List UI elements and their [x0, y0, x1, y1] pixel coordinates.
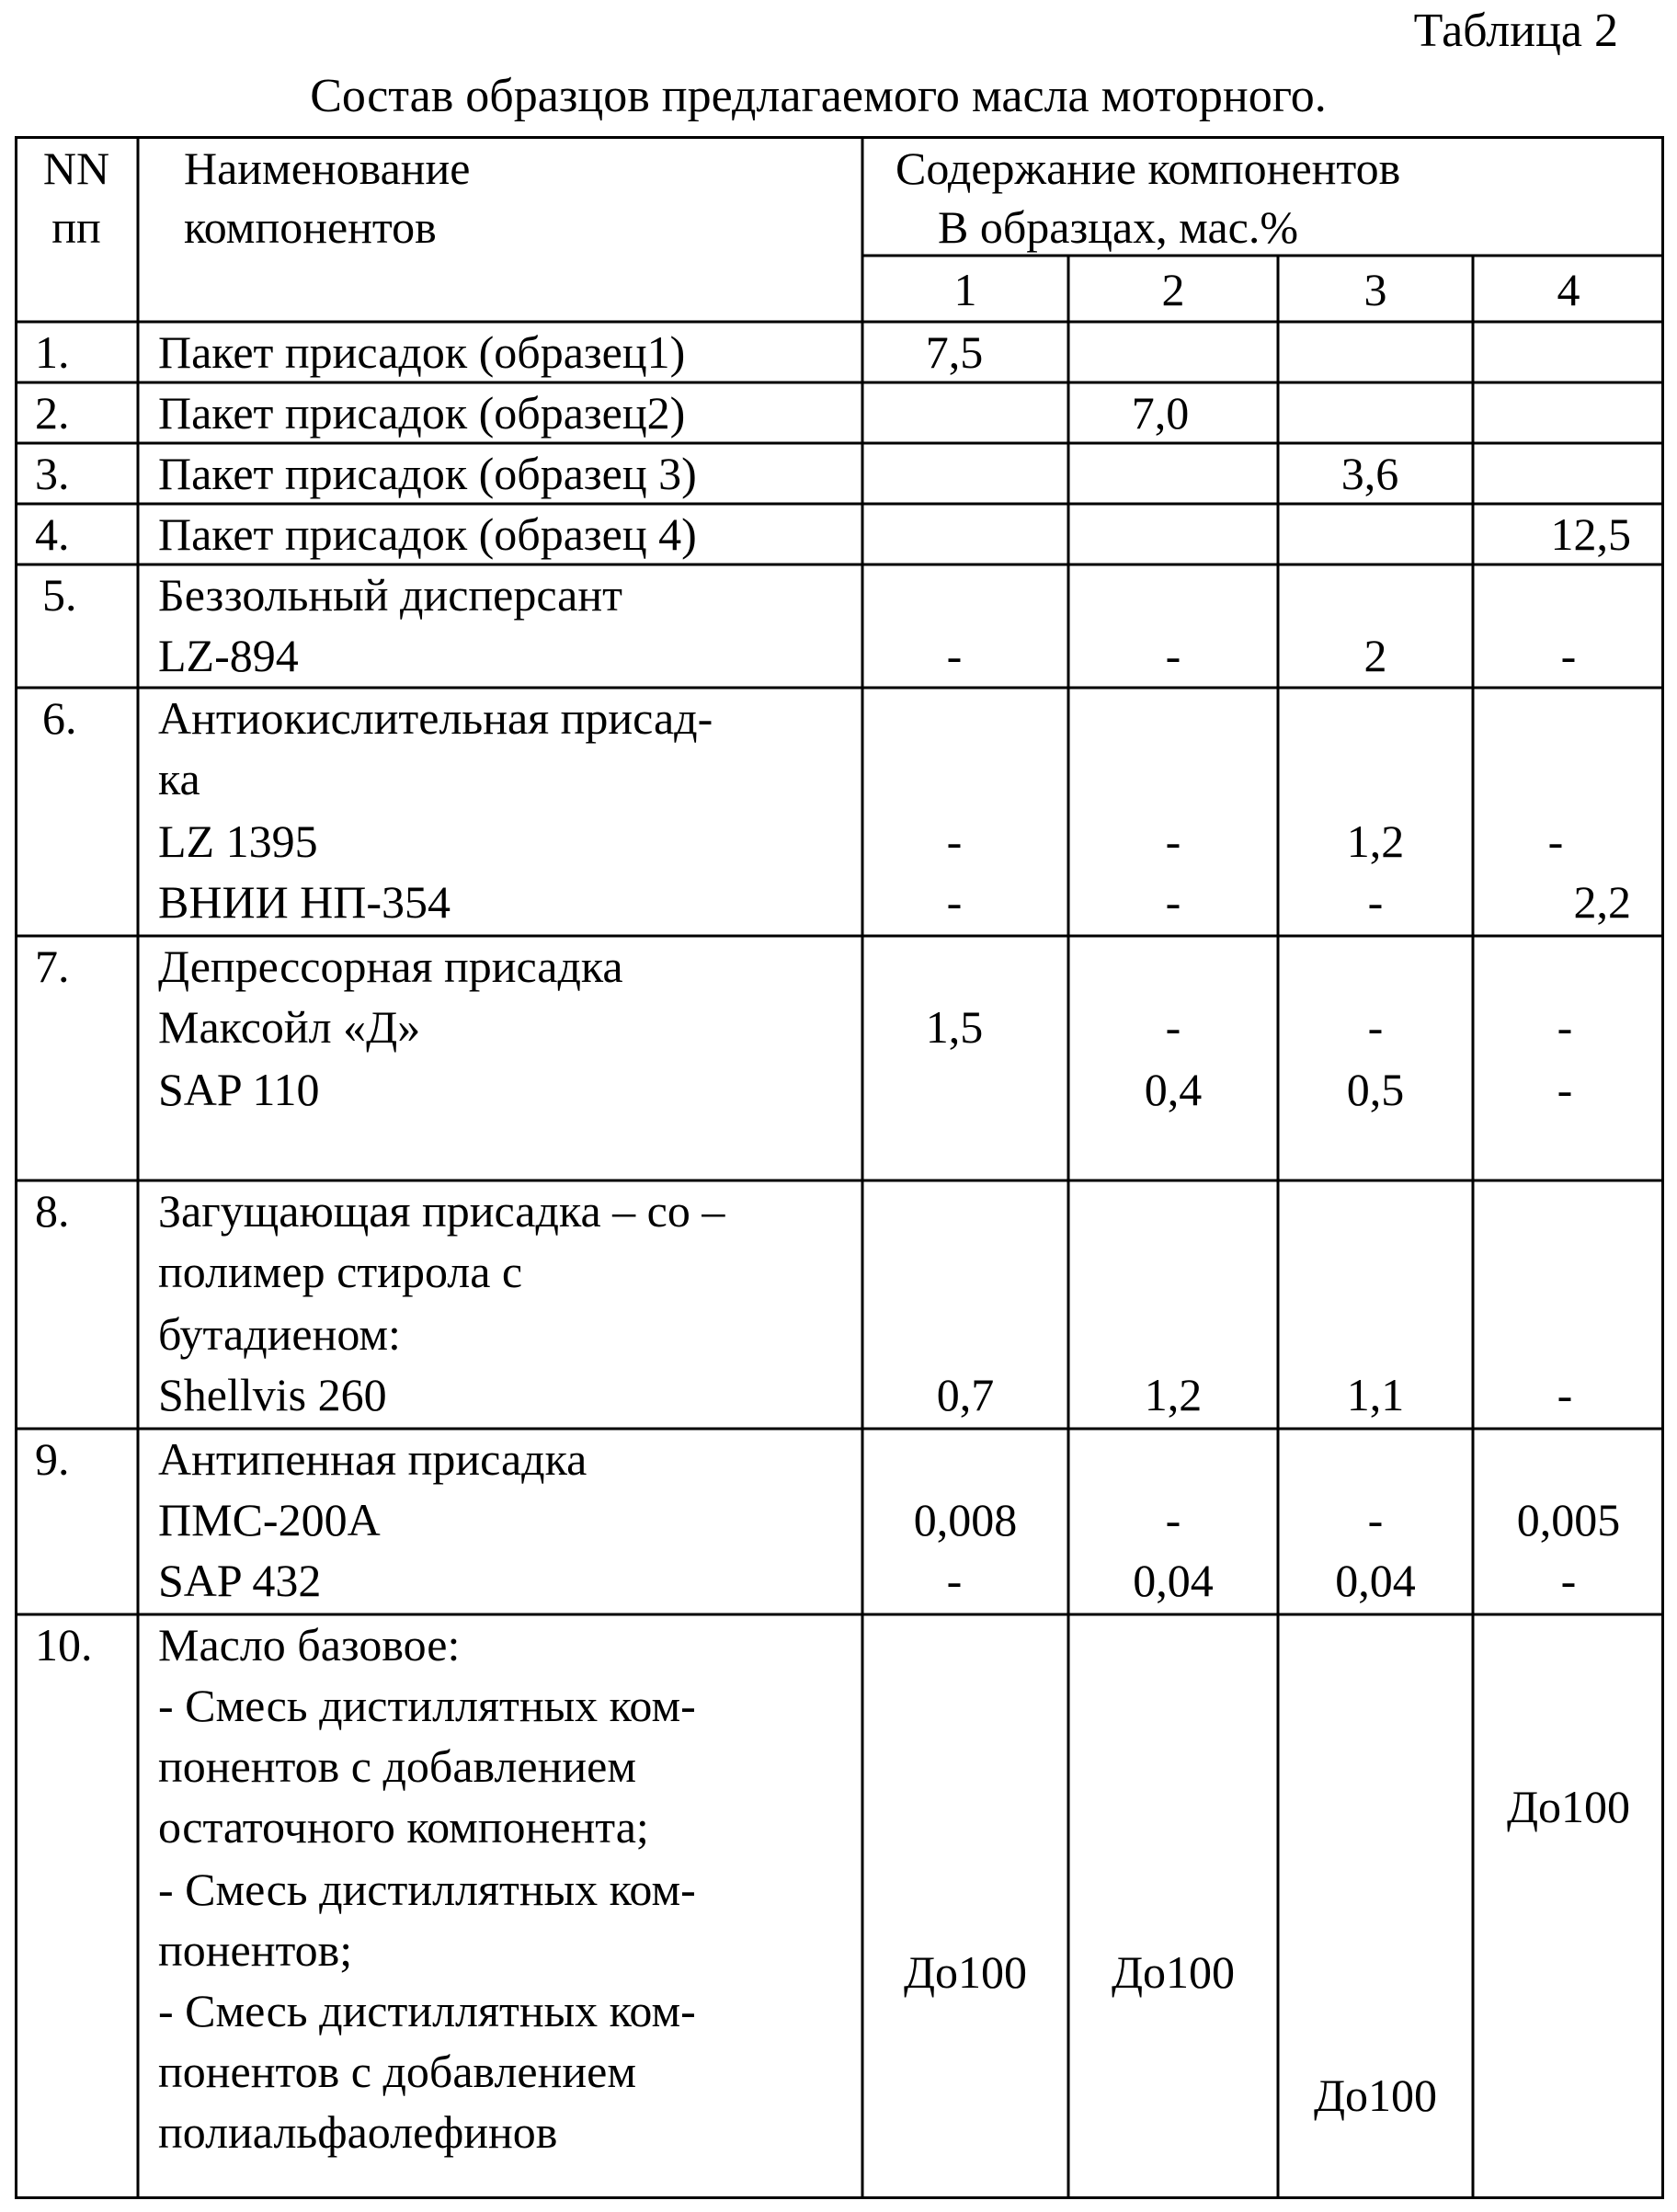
row-10-value-2: До100 — [1111, 1946, 1236, 1998]
row-4-name: Пакет присадок (образец 4) — [158, 508, 697, 560]
row-8-value-1: 0,7 — [936, 1369, 995, 1420]
row-6-value-3a: 1,2 — [1346, 815, 1405, 867]
row-9-value-4b: - — [1560, 1555, 1577, 1606]
row-9-value-3a: - — [1367, 1494, 1384, 1545]
row-6-value-2b: - — [1165, 876, 1181, 928]
row-5-value-3: 2 — [1363, 630, 1387, 681]
row-8-value-2: 1,2 — [1144, 1369, 1203, 1420]
header-name-line2: компонентов — [184, 201, 437, 253]
row-6-name-line3: LZ 1395 — [158, 815, 318, 867]
row-9-value-4a: 0,005 — [1516, 1494, 1621, 1545]
header-content-line2: В образцах, мас.% — [938, 201, 1299, 253]
row-8-value-4: - — [1557, 1369, 1573, 1420]
row-10-name-line8: понентов с добавлением — [158, 2046, 636, 2097]
row-3-name: Пакет присадок (образец 3) — [158, 448, 697, 499]
header-sample-2: 2 — [1161, 264, 1185, 315]
row-10-name-line5: - Смесь дистиллятных ком- — [158, 1864, 696, 1915]
row-6-value-4b: 2,2 — [1573, 876, 1631, 928]
row-6-name-line1: Антиокислительная присад- — [158, 692, 713, 744]
row-8-name-line1: Загущающая присадка – со – — [158, 1185, 725, 1237]
row-10-name-line4: остаточного компонента; — [158, 1801, 649, 1853]
row-5-value-2: - — [1165, 630, 1181, 681]
row-3-num: 3. — [35, 448, 70, 499]
row-4-value-4: 12,5 — [1550, 508, 1631, 560]
row-6-value-2a: - — [1165, 815, 1181, 867]
row-6-num: 6. — [42, 692, 77, 744]
row-10-value-4: До100 — [1506, 1781, 1631, 1832]
row-7-value-2b: 0,4 — [1144, 1064, 1203, 1115]
header-name-line1: Наименование — [184, 143, 471, 194]
row-9-value-3b: 0,04 — [1335, 1555, 1416, 1606]
row-10-name-line9: полиальфаолефинов — [158, 2106, 558, 2158]
row-7-value-4a: - — [1557, 1001, 1573, 1053]
row-5-name-line2: LZ-894 — [158, 630, 299, 681]
row-8-num: 8. — [35, 1185, 70, 1237]
row-9-name-line3: SAP 432 — [158, 1555, 322, 1606]
row-5-value-4: - — [1560, 630, 1577, 681]
row-10-name-line2: - Смесь дистиллятных ком- — [158, 1680, 696, 1731]
header-num-line2: пп — [51, 201, 101, 253]
row-5-num: 5. — [42, 569, 77, 621]
row-8-name-line4: Shellvis 260 — [158, 1369, 387, 1420]
row-8-value-3: 1,1 — [1346, 1369, 1405, 1420]
row-2-value-2: 7,0 — [1131, 387, 1190, 439]
row-9-name-line2: ПМС-200А — [158, 1494, 381, 1545]
header-sample-1: 1 — [953, 264, 977, 315]
row-8-name-line2: полимер стирола с — [158, 1246, 523, 1297]
table-title: Состав образцов предлагаемого масла моторного. — [310, 70, 1327, 122]
row-6-value-1a: - — [946, 815, 963, 867]
row-10-name-line1: Масло базовое: — [158, 1619, 461, 1670]
row-7-value-1a: 1,5 — [925, 1001, 984, 1053]
header-num-line1: NN — [42, 143, 110, 194]
row-5-name-line1: Беззольный дисперсант — [158, 569, 622, 621]
row-9-name-line1: Антипенная присадка — [158, 1433, 588, 1485]
row-10-name-line7: - Смесь дистиллятных ком- — [158, 1985, 696, 2036]
composition-table — [15, 136, 1664, 2199]
row-3-value-3: 3,6 — [1340, 448, 1399, 499]
header-content-line1: Содержание компонентов — [896, 143, 1401, 194]
row-1-num: 1. — [35, 326, 70, 378]
table-number: Таблица 2 — [1413, 5, 1618, 57]
row-10-num: 10. — [35, 1619, 93, 1670]
row-6-name-line2: ка — [158, 753, 200, 804]
header-sample-4: 4 — [1557, 264, 1580, 315]
row-9-value-2a: - — [1165, 1494, 1181, 1545]
row-2-num: 2. — [35, 387, 70, 439]
row-7-name-line1: Депрессорная присадка — [158, 941, 623, 992]
row-7-value-3a: - — [1367, 1001, 1384, 1053]
header-sample-3: 3 — [1363, 264, 1387, 315]
row-1-value-1: 7,5 — [925, 326, 984, 378]
row-5-value-1: - — [946, 630, 963, 681]
row-7-name-line2: Максойл «Д» — [158, 1001, 421, 1053]
row-4-num: 4. — [35, 508, 70, 560]
row-10-value-1: До100 — [903, 1946, 1028, 1998]
row-6-value-1b: - — [946, 876, 963, 928]
row-10-value-3: До100 — [1313, 2069, 1438, 2121]
row-7-num: 7. — [35, 941, 70, 992]
row-1-name: Пакет присадок (образец1) — [158, 326, 686, 378]
row-8-name-line3: бутадиеном: — [158, 1308, 401, 1360]
row-9-value-2b: 0,04 — [1133, 1555, 1214, 1606]
row-7-value-3b: 0,5 — [1346, 1064, 1405, 1115]
row-6-value-4a: - — [1547, 815, 1564, 867]
row-7-value-2a: - — [1165, 1001, 1181, 1053]
row-7-name-line3: SAP 110 — [158, 1064, 320, 1115]
row-2-name: Пакет присадок (образец2) — [158, 387, 686, 439]
row-10-name-line6: понентов; — [158, 1924, 353, 1976]
row-9-num: 9. — [35, 1433, 70, 1485]
row-6-name-line4: ВНИИ НП-354 — [158, 876, 451, 928]
row-6-value-3b: - — [1367, 876, 1384, 928]
row-7-value-4b: - — [1557, 1064, 1573, 1115]
row-10-name-line3: понентов с добавлением — [158, 1740, 636, 1792]
row-9-value-1b: - — [946, 1555, 963, 1606]
row-9-value-1a: 0,008 — [913, 1494, 1018, 1545]
